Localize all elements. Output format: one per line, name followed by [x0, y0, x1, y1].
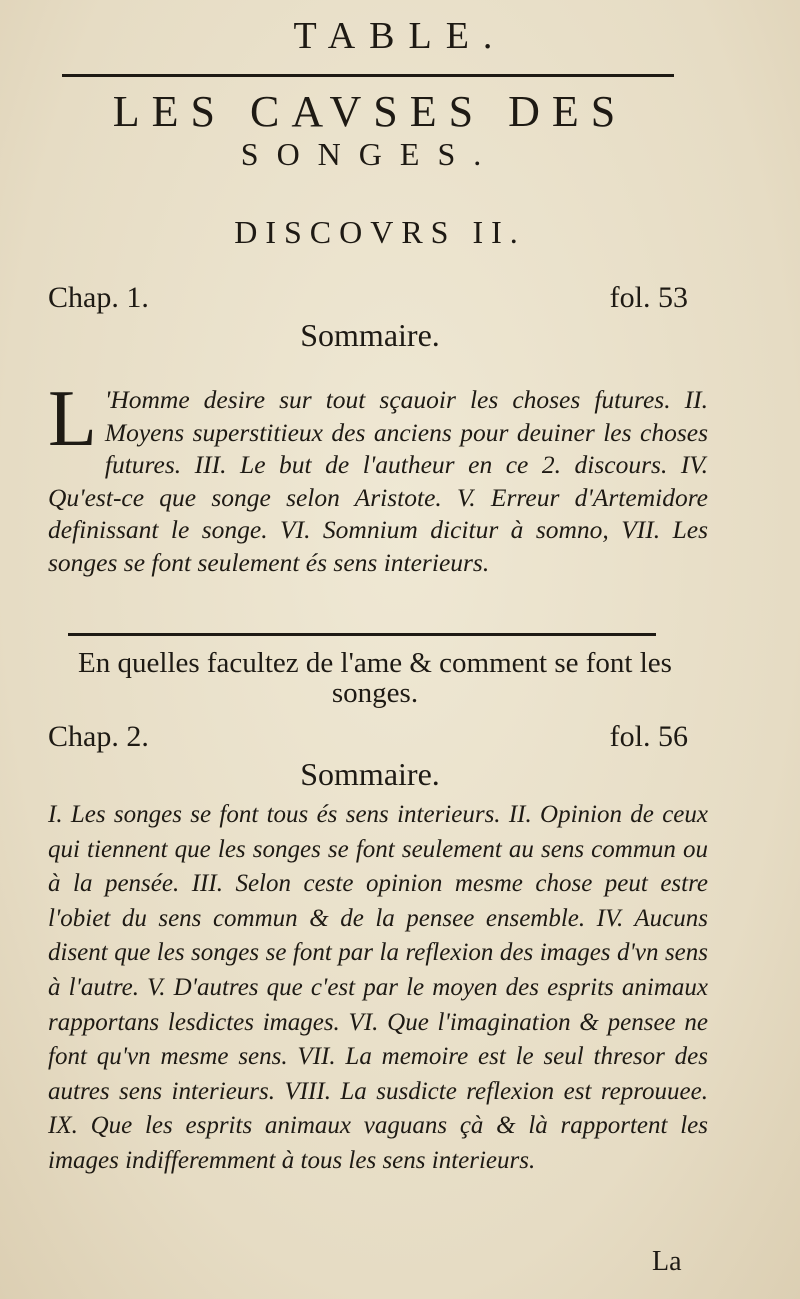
chapter-2-sommaire: Sommaire.	[300, 756, 440, 792]
chapter-2-summary: I. Les songes se font tous és sens interieurs. II. Opinion de ceux qui tiennent que les songes se font seulement au sens commun ou à la pensée. III. Selon ceste opinion mesme chose peut estre l'obiet du sens commun & de la pensee ensemble. IV. Aucuns disent que les songes se font par la reflexion des images d'vn sens à l'autre. V. D'autres que c'est par le moyen des esprits animaux rapportans lesdictes images. VI. Que l'imagination & pensee ne font qu'vn mesme sens. VII. La memoire est le seul thresor des autres sens interieurs. VIII. La susdicte reflexion est reprouuee. IX. Que les esprits animaux vaguans çà & là rapportent les images indifferemment à tous les sens interieurs.	[48, 801, 708, 1174]
middle-rule	[68, 633, 656, 636]
chapter-2-heading: En quelles facultez de l'ame & comment se font les songes.	[78, 647, 672, 709]
running-head: TABLE.	[293, 15, 507, 57]
chapter-1-folio: fol. 53	[609, 281, 688, 314]
section-title-line2: SONGES.	[240, 136, 500, 172]
discours-heading: DISCOVRS II.	[234, 214, 526, 250]
chapter-1-label: Chap. 1.	[48, 281, 149, 314]
chapter-2-label: Chap. 2.	[48, 720, 149, 753]
section-title-line1: LES CAVSES DES	[112, 87, 628, 136]
chapter-2-line	[48, 720, 688, 754]
chapter-1-sommaire: Sommaire.	[300, 317, 440, 353]
top-rule	[62, 74, 674, 77]
chapter-1-summary	[48, 375, 708, 579]
chapter-1-line	[48, 281, 688, 315]
drop-cap: L	[48, 375, 97, 463]
chapter-2-folio: fol. 56	[609, 720, 688, 753]
chapter-1-summary-text: 'Homme desire sur tout sçauoir les choses futures. II. Moyens superstitieux des anciens pour deuiner les choses futures. III. Le but de l'autheur en ce 2. discours. IV. Qu'est-ce que songe selon Aristote. V. Erreur d'Artemidore definissant le songe. VI. Somnium dicitur à somno, VII. Les songes se font seulement és sens interieurs.	[48, 385, 708, 577]
catchword: La	[652, 1246, 682, 1277]
